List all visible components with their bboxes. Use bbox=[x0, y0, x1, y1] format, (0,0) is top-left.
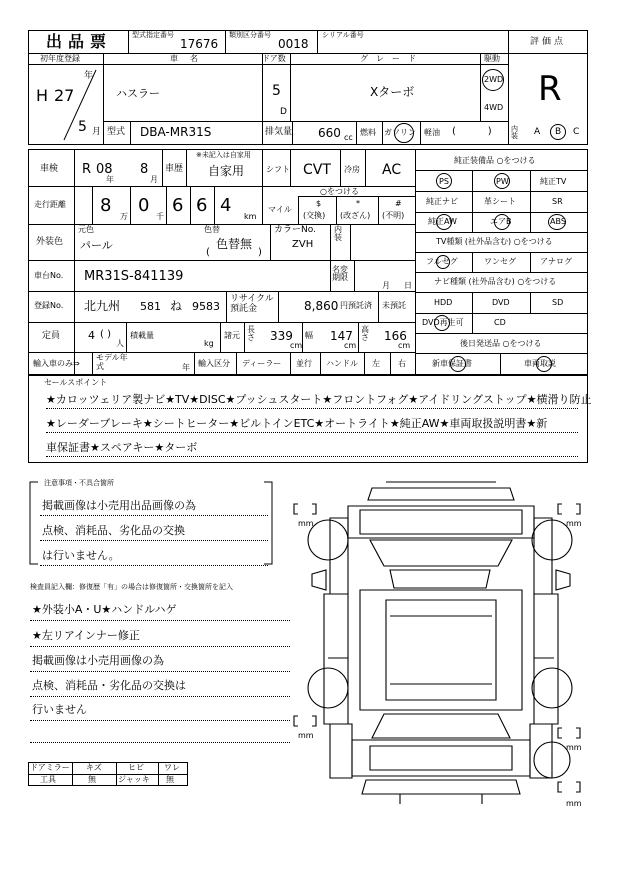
mileage-digit-5: 4 bbox=[220, 195, 232, 216]
capacity-paren: ( ) bbox=[100, 329, 111, 340]
reg-label: 登録No. bbox=[34, 301, 64, 310]
equip-pw: PW bbox=[496, 177, 509, 186]
name-label: 車名 bbox=[170, 54, 210, 63]
color-no-label: 色替 bbox=[204, 225, 220, 234]
navi-dvd: DVD bbox=[492, 298, 510, 307]
capacity-value: 4 bbox=[88, 329, 95, 342]
ac-label: 冷房 bbox=[344, 165, 360, 174]
first-reg-month: 5 bbox=[78, 119, 87, 135]
legend-tools-value: 無 bbox=[88, 775, 96, 784]
legend-door-mirror: ドアミラー bbox=[30, 763, 70, 772]
usage-value: 自家用 bbox=[208, 164, 245, 178]
genuine-title: 純正装備品 ○をつける bbox=[454, 156, 536, 165]
name-change-month: 月 bbox=[382, 281, 390, 290]
legend-tools: 工具 bbox=[40, 775, 56, 784]
chassis-value: MR31S-841139 bbox=[84, 269, 184, 284]
inspector-line-3: 掲載画像は小売用画像の為 bbox=[32, 654, 164, 667]
capacity-label: 定員 bbox=[42, 331, 61, 341]
ac-value: AC bbox=[382, 162, 402, 178]
inspector-line-2: ★左リアインナー修正 bbox=[32, 629, 140, 642]
navi-hdd: HDD bbox=[434, 298, 453, 307]
recycle-value: 8,860 bbox=[304, 299, 339, 313]
load-unit: kg bbox=[204, 339, 214, 348]
interior-c: C bbox=[573, 127, 580, 137]
handle-label: ハンドル bbox=[326, 359, 358, 368]
inspection-era: R bbox=[82, 162, 92, 177]
sales-line-1: ★カロッツェリア製ナビ★TV★DISC★プッシュスタート★フロントフォグ★アイドリングストップ★横滑り防止 bbox=[46, 393, 592, 406]
inspection-year: 08 bbox=[96, 162, 113, 177]
type-label: 型式 bbox=[107, 127, 126, 137]
equip-tv: 純正TV bbox=[540, 177, 567, 186]
reg-area: 北九州 bbox=[84, 299, 121, 313]
equip-aw: 純正AW bbox=[428, 217, 457, 226]
equip-ab: エアB bbox=[490, 217, 512, 226]
exterior-label: 外装色 bbox=[36, 237, 64, 247]
grade-label: グレード bbox=[360, 54, 424, 63]
category-label: 類別区分番号 bbox=[229, 31, 271, 39]
handle-left: 左 bbox=[372, 359, 380, 368]
model-year-label: モデル年式 bbox=[96, 353, 128, 371]
page-title: 出品票 bbox=[46, 32, 113, 51]
mileage-sub-label: マイル bbox=[268, 205, 292, 214]
legend-break: ワレ bbox=[164, 763, 180, 772]
navi-type-title: ナビ種類 (社外品含む) ○をつける bbox=[434, 277, 557, 286]
unknown-sym: # bbox=[395, 199, 402, 208]
navi-sd: SD bbox=[552, 298, 564, 307]
mileage-digit-1: 8 bbox=[100, 195, 112, 216]
first-reg-label: 初年度登録 bbox=[40, 54, 80, 63]
handle-right: 右 bbox=[398, 359, 406, 368]
width-unit: cm bbox=[344, 341, 357, 350]
original-color-label: 元色 bbox=[78, 225, 94, 234]
first-reg-era: H bbox=[36, 86, 49, 105]
serial-label: シリアル番号 bbox=[322, 31, 364, 39]
chassis-label: 車台No. bbox=[34, 271, 64, 280]
reg-number: 9583 bbox=[192, 300, 220, 313]
caution-line-1: 掲載画像は小売用出品画像の為 bbox=[42, 499, 196, 512]
displacement-value: 660 bbox=[318, 126, 341, 140]
usage-note: ※未記入は自家用 bbox=[196, 151, 251, 159]
later-warranty: 新車保証書 bbox=[432, 359, 472, 368]
color-paren-close: ) bbox=[258, 247, 262, 258]
fuel-diesel: 軽油 bbox=[424, 128, 440, 137]
category-value: 0018 bbox=[278, 37, 309, 51]
interior-b: B bbox=[555, 127, 562, 137]
altered-label: (改ざん) bbox=[340, 211, 371, 220]
inspector-line-1: ★外装小A・U★ハンドルハゲ bbox=[32, 603, 177, 616]
navi-cd: CD bbox=[494, 318, 506, 327]
height-value: 166 bbox=[384, 329, 407, 343]
length-label: 長さ bbox=[247, 325, 255, 342]
type-value: DBA-MR31S bbox=[140, 125, 212, 139]
vehicle-name: ハスラー bbox=[116, 87, 160, 100]
color-code-label: カラーNo. bbox=[274, 225, 316, 235]
first-reg-year-unit: 年 bbox=[84, 71, 94, 81]
later-manual: 車両取説 bbox=[524, 359, 556, 368]
caution-line-3: は行いません。 bbox=[42, 549, 120, 562]
capacity-unit: 人 bbox=[116, 339, 124, 348]
usage-label: 車歴 bbox=[165, 164, 184, 174]
tire-left-front-unit: mm bbox=[298, 519, 314, 528]
inspector-line-5: 行いません bbox=[32, 703, 87, 716]
parallel-label: 並行 bbox=[296, 359, 312, 368]
doors-value: 5 bbox=[272, 83, 281, 99]
inspector-line-4: 点検、消耗品・劣化品の交換は bbox=[32, 679, 186, 692]
equip-leather: 革シート bbox=[484, 197, 516, 206]
dealer-label: ディーラー bbox=[242, 359, 282, 368]
recycle-unit: 円預託済 bbox=[340, 301, 372, 310]
import-label: 輸入車のみ⇒ bbox=[33, 359, 80, 368]
model-cert-label: 型式指定番号 bbox=[132, 31, 174, 39]
inspection-year-unit: 年 bbox=[106, 175, 114, 184]
name-change-label: 名変期限 bbox=[332, 265, 348, 282]
mileage-digit-4: 6 bbox=[196, 195, 208, 216]
navi-dvd-play: DVD再生可 bbox=[422, 318, 464, 327]
tv-analog: アナログ bbox=[540, 257, 572, 266]
exchange-label: (交換) bbox=[303, 211, 326, 220]
color-change-value: 色替無 bbox=[216, 237, 253, 251]
height-label: 高さ bbox=[361, 325, 369, 342]
color-code-value: ZVH bbox=[292, 239, 314, 250]
width-value: 147 bbox=[330, 329, 353, 343]
altered-sym: * bbox=[356, 199, 360, 208]
later-title: 後日発送品 ○をつける bbox=[460, 339, 542, 348]
inspection-month: 8 bbox=[140, 162, 149, 177]
recycle-unpaid: 未預託 bbox=[382, 301, 406, 310]
tire-right-rear-unit: mm bbox=[566, 743, 582, 752]
score-value: R bbox=[538, 69, 562, 109]
fuel-gasoline: ガソリン bbox=[384, 128, 416, 137]
width-label: 幅 bbox=[305, 331, 313, 340]
legend-crack: ヒビ bbox=[128, 763, 144, 772]
unknown-label: (不明) bbox=[382, 211, 405, 220]
mileage-digit-2: 0 bbox=[138, 195, 150, 216]
import-type-label: 輸入区分 bbox=[198, 359, 230, 368]
exchange-sym: $ bbox=[316, 199, 322, 208]
displacement-unit: cc bbox=[344, 133, 353, 142]
legend-jack: ジャッキ bbox=[118, 775, 150, 784]
sales-line-2: ★レーダーブレーキ★シートヒーター★ビルトインETC★オートライト★純正AW★車両取扱説明書★新 bbox=[46, 417, 548, 430]
score-label: 評価点 bbox=[530, 37, 567, 47]
tire-right-front-unit: mm bbox=[566, 519, 582, 528]
shift-value: CVT bbox=[303, 162, 331, 178]
mileage-label: 走行距離 bbox=[34, 200, 66, 209]
circle-instruction: ○をつける bbox=[320, 187, 359, 196]
interior-a: A bbox=[534, 127, 541, 137]
length-value: 339 bbox=[270, 329, 293, 343]
fuel-label: 燃料 bbox=[360, 128, 376, 137]
tv-oneseg: ワンセグ bbox=[484, 257, 516, 266]
grade-value: Xターボ bbox=[370, 85, 415, 99]
height-unit: cm bbox=[398, 341, 411, 350]
first-reg-year: 27 bbox=[54, 86, 75, 105]
recycle-label: リサイクル預託金 bbox=[230, 294, 274, 314]
interior-label: 内装 bbox=[511, 125, 518, 140]
length-unit: cm bbox=[290, 341, 303, 350]
original-color-value: パール bbox=[80, 239, 113, 252]
doors-label: ドア数 bbox=[262, 54, 286, 63]
mileage-unit-sen: 千 bbox=[156, 212, 164, 221]
mileage-unit-man: 万 bbox=[120, 212, 128, 221]
legend-scratch: キズ bbox=[86, 763, 102, 772]
doors-sub: D bbox=[280, 107, 287, 117]
dims-label: 諸元 bbox=[224, 331, 240, 340]
model-cert-value: 17676 bbox=[180, 37, 219, 51]
legend-jack-value: 無 bbox=[166, 775, 174, 784]
sales-line-3: 車保証書★スペアキー★ターボ bbox=[46, 441, 198, 454]
equip-abs: ABS bbox=[550, 217, 566, 226]
inspection-month-unit: 月 bbox=[150, 175, 158, 184]
caution-label: 注意事項・不具合箇所 bbox=[44, 479, 114, 487]
shift-label: シフト bbox=[266, 165, 290, 174]
drive-4wd: 4WD bbox=[484, 103, 504, 112]
displacement-label: 排気量 bbox=[265, 127, 293, 137]
tv-type-title: TV種類 (社外品含む) ○をつける bbox=[436, 237, 553, 246]
reg-kana: ね bbox=[170, 299, 183, 313]
mileage-unit: km bbox=[244, 212, 257, 221]
inspection-label: 車検 bbox=[40, 164, 59, 174]
tire-left-rear-unit: mm bbox=[298, 731, 314, 740]
sales-label: セールスポイント bbox=[44, 378, 108, 387]
equip-sr: SR bbox=[552, 197, 563, 206]
equip-navi: 純正ナビ bbox=[426, 197, 458, 206]
reg-class: 581 bbox=[140, 300, 161, 313]
caution-line-2: 点検、消耗品、劣化品の交換 bbox=[42, 524, 185, 537]
drive-label: 駆動 bbox=[484, 54, 500, 63]
name-change-day: 日 bbox=[404, 281, 412, 290]
car-diagram bbox=[290, 478, 590, 808]
color-paren-open: ( bbox=[206, 247, 210, 258]
interior-color-label: 内装 bbox=[334, 225, 342, 242]
tv-fullseg: フルセグ bbox=[426, 257, 458, 266]
equip-ps: PS bbox=[439, 177, 449, 186]
mileage-digit-3: 6 bbox=[172, 195, 184, 216]
model-year-unit: 年 bbox=[182, 363, 190, 372]
load-label: 積載量 bbox=[130, 331, 154, 340]
first-reg-month-unit: 月 bbox=[92, 127, 102, 137]
inspector-label: 検査員記入欄：修復歴「有」の場合は修復箇所・交換箇所を記入 bbox=[30, 583, 233, 591]
fuel-paren: ( ) bbox=[452, 126, 492, 137]
spare-tire-unit: mm bbox=[566, 799, 582, 808]
drive-2wd: 2WD bbox=[484, 75, 504, 84]
